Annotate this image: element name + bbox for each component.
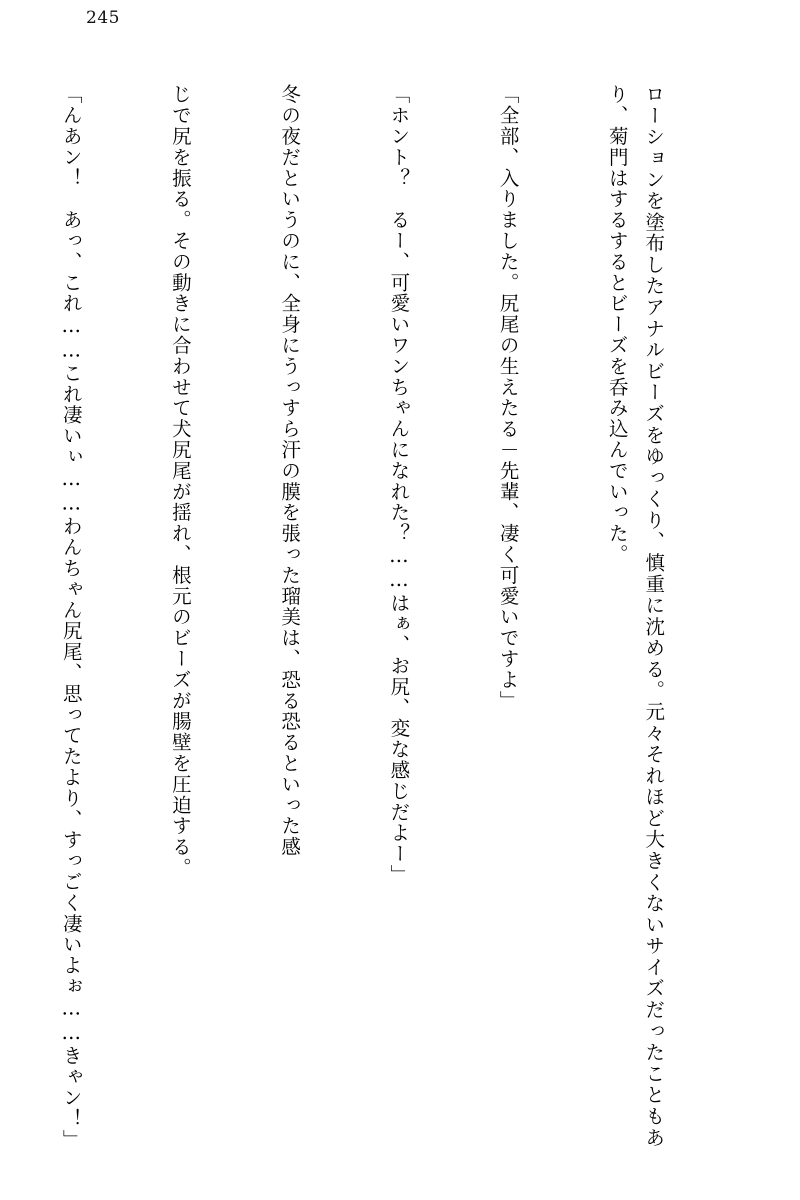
paragraph: 冬の夜だというのに、全身にうっすら汗の膜を張った瑠美は、恐る恐るといった感	[278, 84, 302, 858]
paragraph: 「んあン！ あっ、これ……これ凄いぃ……わんちゃん尻尾、思ってたより、すっごく凄いよぉ……きゃン！」	[59, 84, 83, 1150]
paragraph: ローションを塗布したアナルビーズをゆっくり、慎重に沈める。元々それほど大きくないサイズだったこともあり、菊門はするするとビーズを呑み込んでいった。	[605, 84, 666, 1148]
paragraph: じで尻を振る。その動きに合わせて犬尻尾が揺れ、根元のビーズが腸壁を圧迫する。	[168, 84, 192, 879]
page-body-text	[54, 84, 744, 1148]
page-number: 245	[86, 8, 120, 28]
paragraph: 「全部、入りました。尻尾の生えたる－先輩、凄く可愛いですよ」	[496, 84, 520, 711]
paragraph: 「ホント？ るー、可愛いワンちゃんになれた？……はぁ、お尻、変な感じだよー」	[387, 84, 411, 886]
